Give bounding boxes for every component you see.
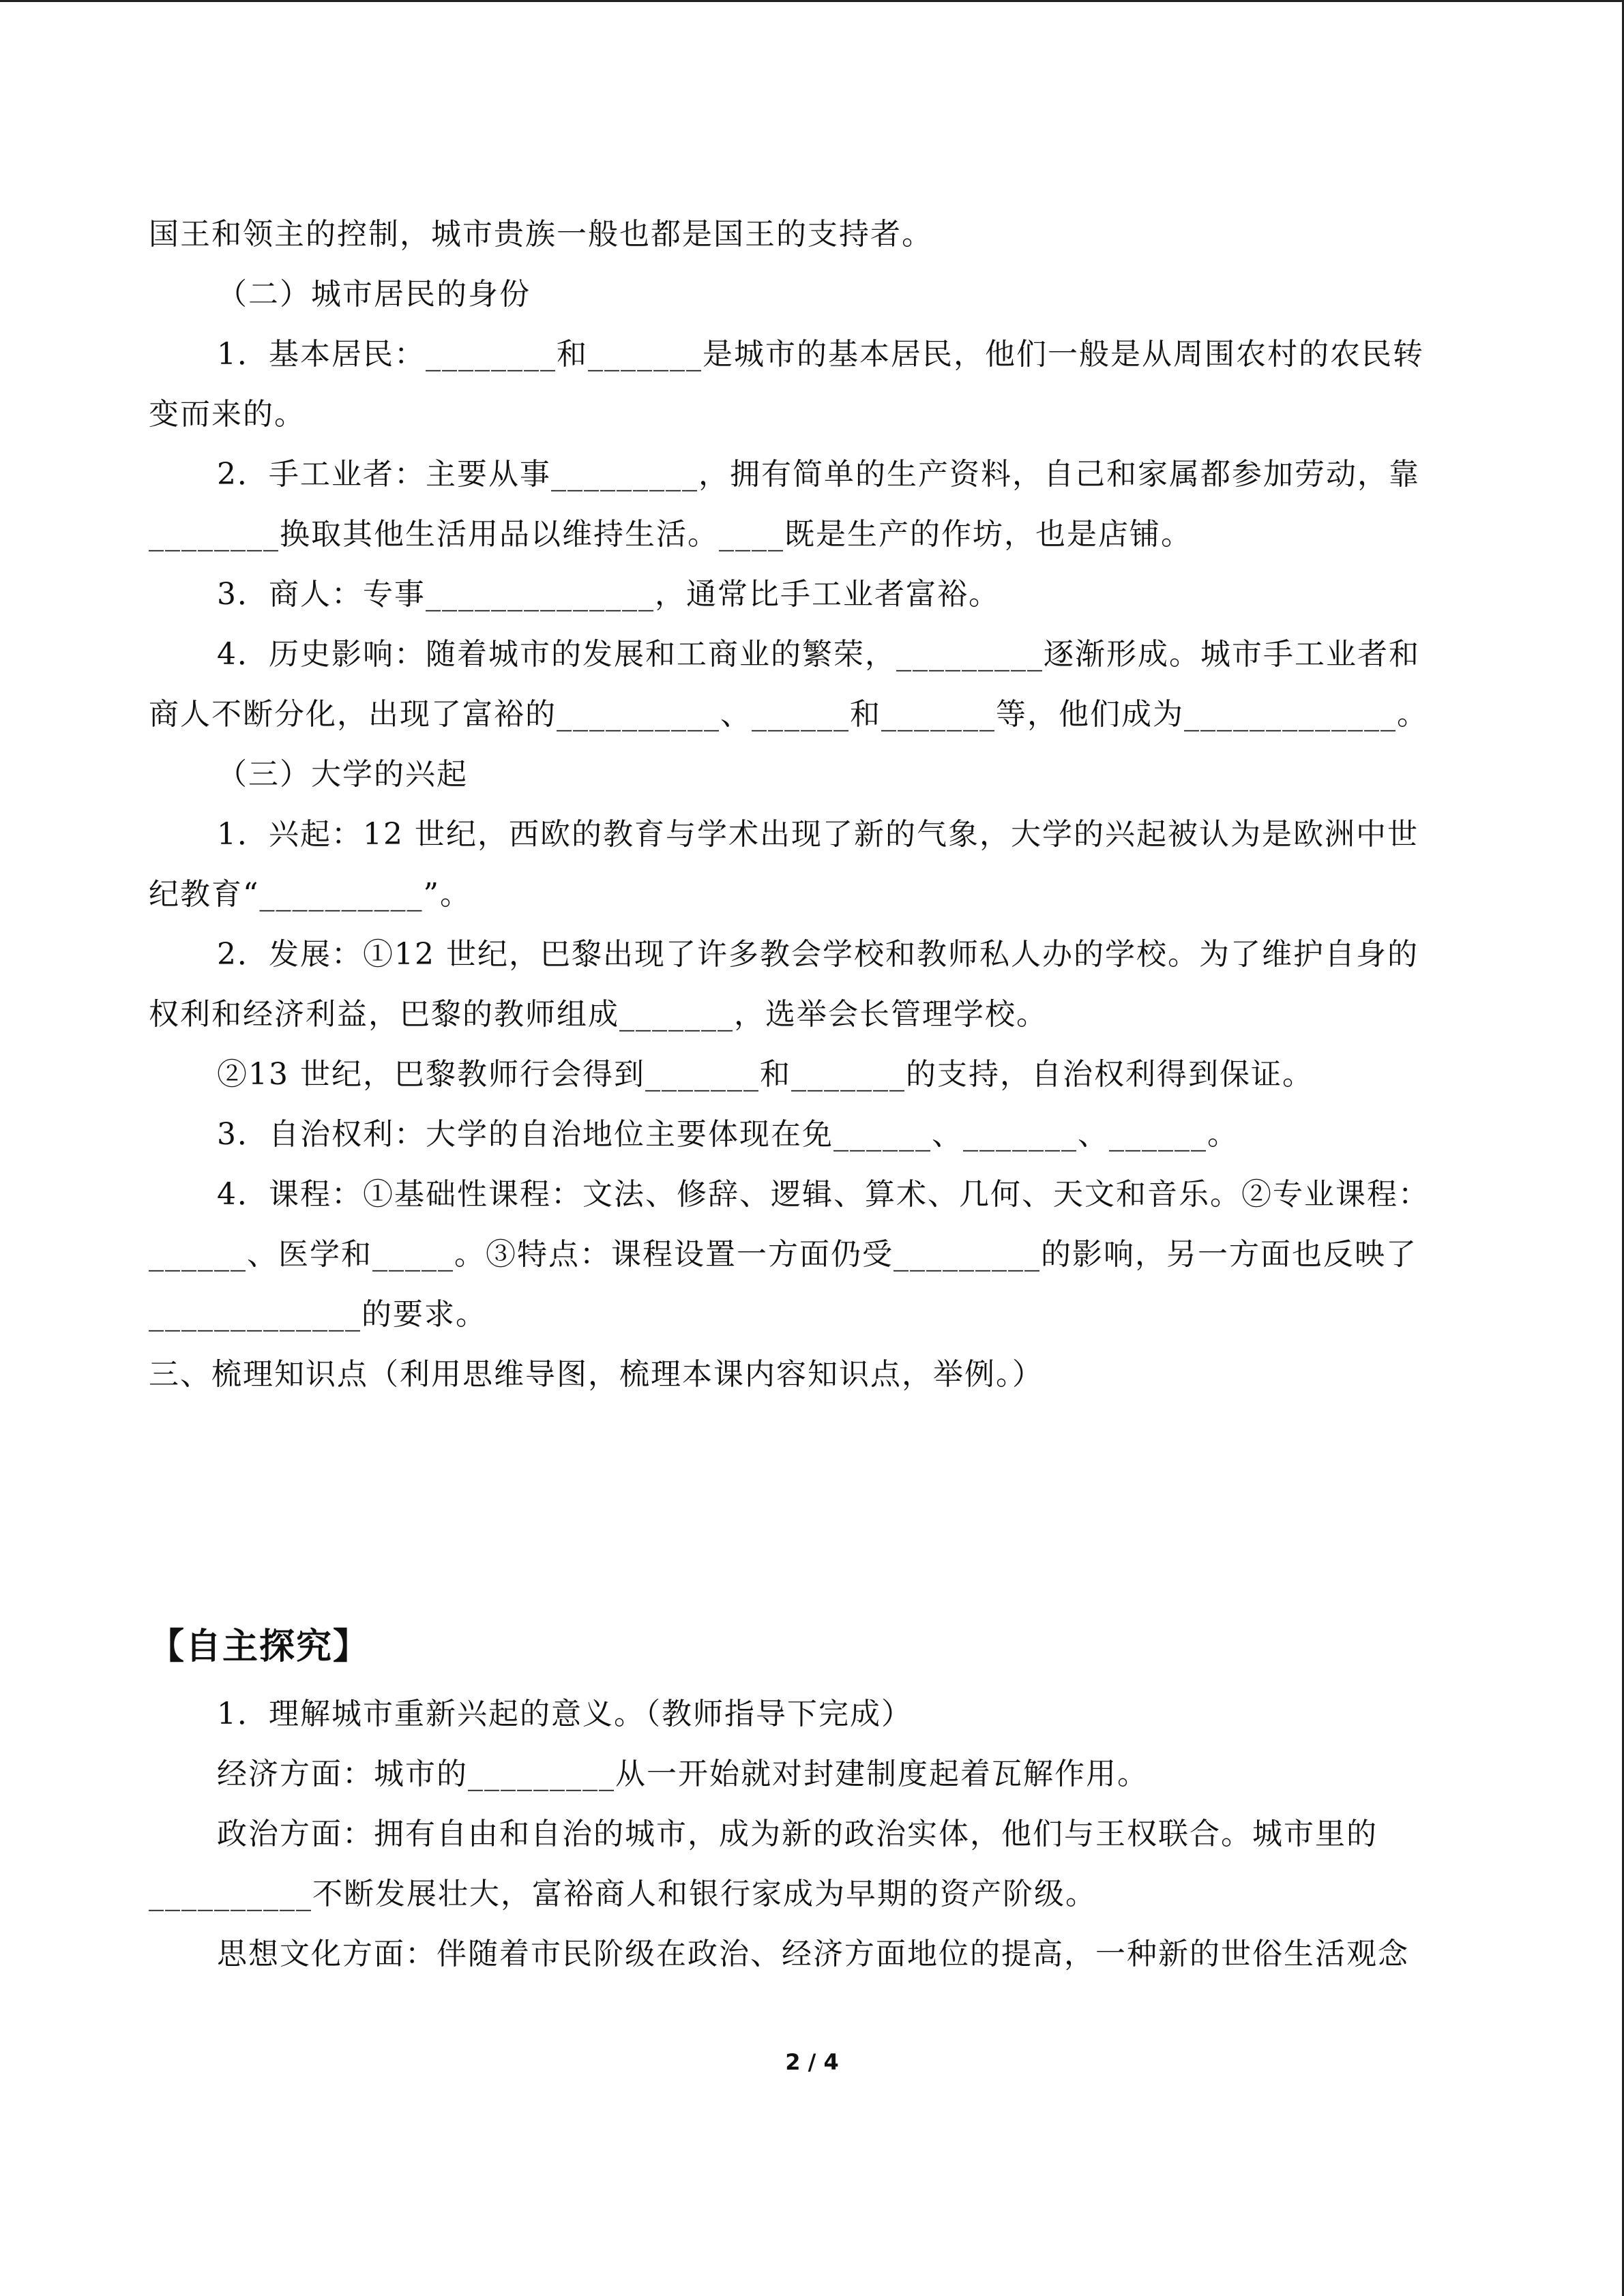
text-line: __________不断发展壮大，富裕商人和银行家成为早期的资产阶级。 — [149, 1877, 1097, 1911]
mind-map-space — [149, 1405, 1458, 1609]
document-body — [149, 205, 1458, 1984]
text-line: 商人不断分化，出现了富裕的__________、______和_______等，他们成为_____________。 — [149, 697, 1428, 732]
text-line: 纪教育“__________”。 — [149, 877, 471, 912]
subsection-title: （三）大学的兴起 — [217, 757, 468, 792]
text-line: 1．基本居民：________和_______是城市的基本居民，他们一般是从周围农村的农民转 — [217, 337, 1424, 372]
text-line: 变而来的。 — [149, 397, 306, 432]
text-line: ______、医学和_____。③特点：课程设置一方面仍受_________的影响，另一方面也反映了 — [149, 1237, 1417, 1272]
text-line: 2．发展：①12 世纪，巴黎出现了许多教会学校和教师私人办的学校。为了维护自身的 — [217, 937, 1419, 972]
text-line: 2．手工业者：主要从事_________，拥有简单的生产资料，自己和家属都参加劳动，靠 — [217, 457, 1420, 492]
text-line: 3．自治权利：大学的自治地位主要体现在免______、_______、______。 — [217, 1117, 1239, 1152]
text-line: ________换取其他生活用品以维持生活。____既是生产的作坊，也是店铺。 — [149, 517, 1192, 552]
section-heading: 【自主探究】 — [149, 1626, 370, 1667]
text-line: 思想文化方面：伴随着市民阶级在政治、经济方面地位的提高，一种新的世俗生活观念 — [217, 1937, 1409, 1971]
text-line: 3．商人：专事______________，通常比手工业者富裕。 — [217, 577, 1000, 612]
subsection-title: （二）城市居民的身份 — [217, 277, 531, 312]
text-line: 4．历史影响：随着城市的发展和工商业的繁荣，_________逐渐形成。城市手工业者和 — [217, 637, 1420, 672]
text-line: 经济方面：城市的_________从一开始就对封建制度起着瓦解作用。 — [217, 1757, 1149, 1791]
text-line: 权利和经济利益，巴黎的教师组成_______，选举会长管理学校。 — [149, 997, 1048, 1032]
text-line: 1．兴起：12 世纪，西欧的教育与学术出现了新的气象，大学的兴起被认为是欧洲中世 — [217, 817, 1419, 852]
text-line: _____________的要求。 — [149, 1297, 487, 1332]
page-number: 2 / 4 — [785, 2049, 839, 2075]
page-top-border — [0, 0, 1624, 2]
text-line: ②13 世纪，巴黎教师行会得到_______和_______的支持，自治权利得到保证。 — [217, 1057, 1314, 1092]
text-line: 政治方面：拥有自由和自治的城市，成为新的政治实体，他们与王权联合。城市里的 — [217, 1817, 1378, 1851]
section-title: 三、梳理知识点（利用思维导图，梳理本课内容知识点，举例。） — [149, 1357, 1044, 1392]
text-line: 国王和领主的控制，城市贵族一般也都是国王的支持者。 — [149, 217, 933, 252]
text-line: 1．理解城市重新兴起的意义。（教师指导下完成） — [217, 1697, 913, 1731]
text-line: 4．课程：①基础性课程：文法、修辞、逻辑、算术、几何、天文和音乐。②专业课程： — [217, 1177, 1430, 1212]
